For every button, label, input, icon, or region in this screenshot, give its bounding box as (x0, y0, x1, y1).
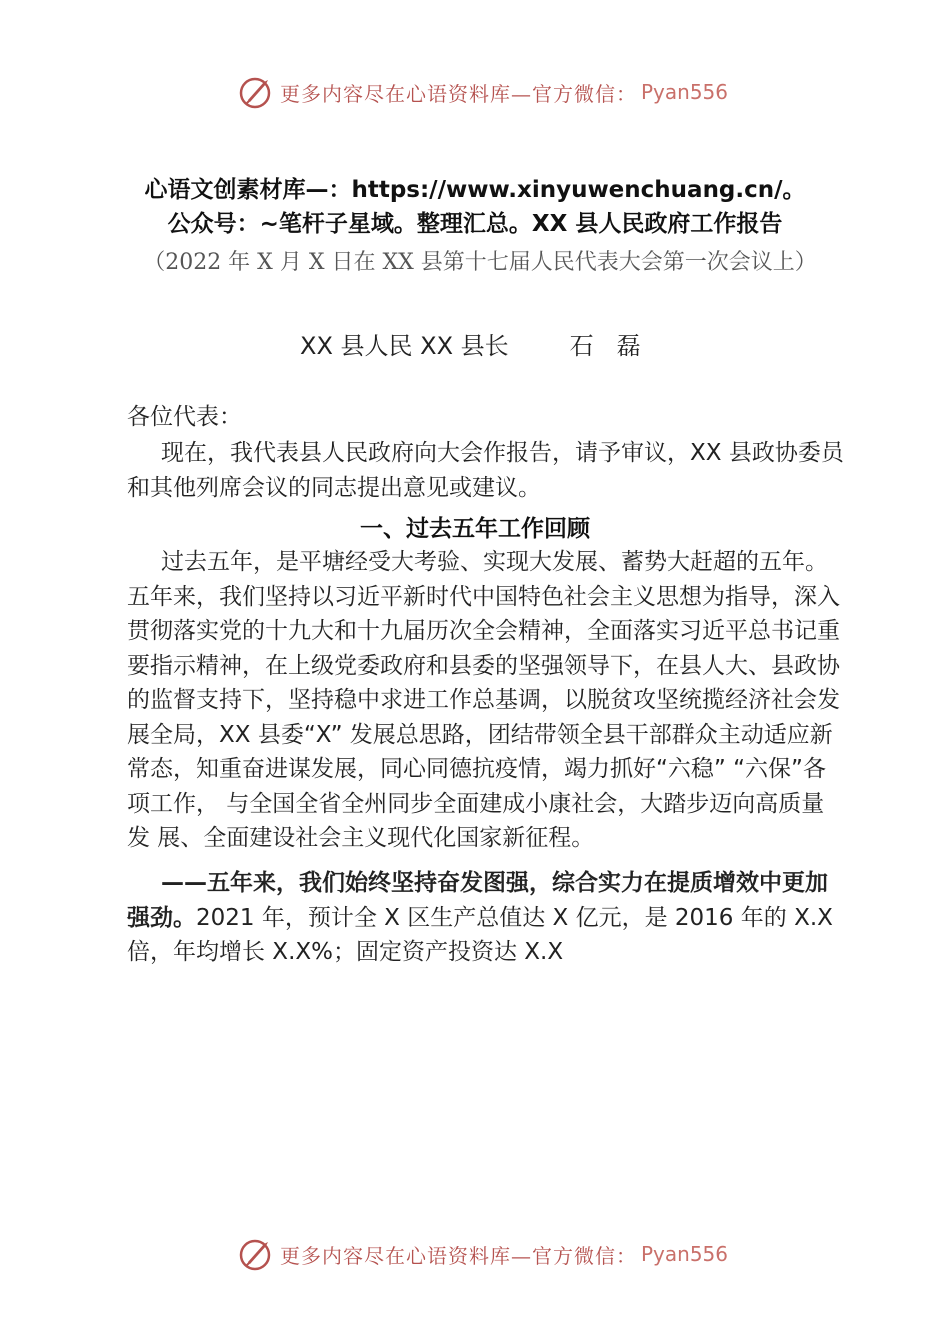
strength-lead: ——五年来，我们始终坚持奋发图强，综合实力在提质增效中更加强劲。 (127, 870, 828, 931)
quill-logo-icon (238, 74, 274, 110)
banner-text: 更多内容尽在心语资料库—官方微信： (280, 1243, 637, 1268)
strength-paragraph (127, 866, 847, 970)
strength-body: 2021 年，预计全 X 区生产总值达 X 亿元，是 2016 年的 X.X 倍，年均增长 X.X%；固定资产投资达 X.X (127, 904, 833, 965)
title-line-2: 公众号：~笔杆子星域。整理汇总。XX 县人民政府工作报告 (167, 211, 783, 237)
intro-paragraph: 现在，我代表县人民政府向大会作报告，请予审议，XX 县政协委员和其他列席会议的同志提出意见或建议。 (127, 440, 844, 501)
author-line: XX 县人民 XX 县长 石 磊 (300, 332, 641, 360)
review-paragraph: 过去五年，是平塘经受大考验、实现大发展、蓄势大赶超的五年。五年来，我们坚持以习近平新时代中国特色社会主义思想为指导，深入贯彻落实党的十九大和十九届历次全会精神，全面落实习近平总书记重要指示精神，在上级党委政府和县委的坚强领导下，在县人大、县政协的监督支持下，坚持稳中求进工作总基调，以脱贫攻坚统揽经济社会发展全局，XX 县委“X” 发展总思路，团结带领全县干部群众主动适应新常态，知重奋进谋发展，同心同德抗疫情，竭力抓好“六稳” “六保”各项工作， 与全国全省全州同步全面建成小康社会，大踏步迈向高质量发 展、全面建设社会主义现代化国家新征程。 (127, 549, 840, 851)
banner-wechat-id: Pyan556 (641, 80, 729, 104)
banner-text: 更多内容尽在心语资料库—官方微信： (280, 81, 637, 106)
section-heading: 一、过去五年工作回顾 (360, 516, 590, 542)
banner-wechat-id: Pyan556 (641, 1242, 729, 1266)
header-banner (0, 70, 950, 114)
footer-banner (0, 1232, 950, 1276)
report-subtitle: （2022 年 X 月 X 日在 XX 县第十七届人民代表大会第一次会议上） (143, 250, 817, 275)
salutation: 各位代表： (127, 404, 242, 430)
title-line-1: 心语文创素材库—：https://www.xinyuwenchuang.cn/。 (144, 177, 806, 203)
quill-logo-icon (238, 1236, 274, 1272)
